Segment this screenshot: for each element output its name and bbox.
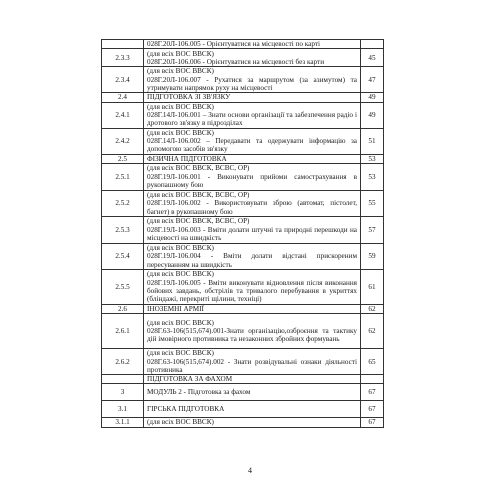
section-title [144, 418, 361, 427]
section-title-line: (для всіх ВОС ВВСК, ВСВС, ОР) [147, 217, 250, 226]
section-title [144, 384, 361, 401]
page-reference: 62 [361, 304, 384, 313]
page-reference: 53 [361, 163, 384, 190]
section-title-line: ІНОЗЕМНІ АРМІЇ [147, 304, 204, 313]
table-row [102, 304, 384, 313]
section-number: 2.5.2 [102, 190, 144, 216]
contents-table [101, 39, 384, 428]
section-title [144, 49, 361, 67]
table-row [102, 418, 384, 427]
section-title-line: 028Г.14Л-106.001 – Знати основи організації та забезпечення радіо і дротового зв'язку в підрозділах [147, 110, 357, 128]
section-title-line: (для всіх ВОС ВВСК) [147, 270, 214, 279]
table-row [102, 40, 384, 49]
section-title [144, 163, 361, 190]
section-title-line: (для всіх ВОС ВВСК) [147, 418, 214, 427]
page-reference: 61 [361, 269, 384, 304]
table-row [102, 216, 384, 243]
section-number: 2.4.1 [102, 102, 144, 128]
section-title-line: (для всіх ВОС ВВСК) [147, 128, 214, 137]
section-number: 2.5.3 [102, 216, 144, 243]
page-reference: 65 [361, 349, 384, 375]
page-number: 4 [248, 466, 252, 475]
section-title-line: 028Г.19Л-106.004 - Вміти долати відстані прискореним пересуванням на швидкість [147, 252, 357, 269]
section-title [144, 154, 361, 163]
page-reference [361, 40, 384, 49]
section-title [144, 269, 361, 304]
table-row [102, 154, 384, 163]
section-title-line: (для всіх ВОС ВВСК, ВСВС, ОР) [147, 190, 250, 199]
table-row [102, 384, 384, 401]
section-title [144, 216, 361, 243]
section-title-line: 028Г.19Л-106.001 - Виконувати прийоми самострахування в рукопашному бою [147, 172, 357, 190]
section-number [102, 375, 144, 384]
section-title [144, 314, 361, 349]
table-row [102, 190, 384, 216]
page-reference: 53 [361, 154, 384, 163]
section-number [102, 40, 144, 49]
section-title [144, 67, 361, 93]
section-title-line: (для всіх ВОС ВВСК) [147, 102, 214, 111]
section-number: 2.4 [102, 93, 144, 102]
section-title-line: (для всіх ВОС ВВСК) [147, 318, 214, 327]
section-number: 3.1.1 [102, 418, 144, 427]
section-number: 3.1 [102, 401, 144, 418]
table-row [102, 375, 384, 384]
section-title [144, 190, 361, 216]
table-row [102, 67, 384, 93]
section-title-line: 028Г.20Л-106.006 - Орієнтуватися на місцевості без карти [147, 57, 325, 66]
section-title [144, 349, 361, 375]
page-reference [361, 375, 384, 384]
page-reference: 59 [361, 243, 384, 269]
section-title-line: (для всіх ВОС ВВСК) [147, 349, 214, 358]
section-title-line: ПІДГОТОВКА ЗА ФАХОМ [147, 375, 233, 384]
page-reference: 67 [361, 384, 384, 401]
page-reference: 62 [361, 314, 384, 349]
section-title [144, 93, 361, 102]
page-reference: 57 [361, 216, 384, 243]
table-row [102, 128, 384, 154]
section-title [144, 401, 361, 418]
section-title-line: МОДУЛЬ 2 - Підготовка за фахом [147, 388, 251, 397]
section-number: 2.5.1 [102, 163, 144, 190]
page-reference: 55 [361, 190, 384, 216]
section-title-line: (для всіх ВОС ВВСК) [147, 243, 214, 252]
table-row [102, 349, 384, 375]
page-reference: 47 [361, 67, 384, 93]
section-title-line: 028Г.19Л-106.002 - Використовувати зброю (автомат, пістолет, багнет) в рукопашному бою [147, 199, 357, 216]
section-number: 2.5.5 [102, 269, 144, 304]
table-row [102, 243, 384, 269]
table-row [102, 269, 384, 304]
contents-table-body [102, 40, 384, 428]
table-row [102, 49, 384, 67]
section-title-line: ГІРСЬКА ПІДГОТОВКА [147, 405, 225, 414]
section-title-line: 028Г.20Л-106.007 - Рухатися за маршрутом (за азимутом) та утримувати напрямок руху на місцевості [147, 75, 357, 92]
section-number: 2.5 [102, 154, 144, 163]
table-row [102, 314, 384, 349]
page-reference: 49 [361, 93, 384, 102]
section-title-line: 028Г.63-106(515,674).002 - Знати розвідувальні ознаки діяльності противника [147, 357, 357, 374]
section-title [144, 243, 361, 269]
section-title-line: 028Г.63-106(515,674).001-Знати організацію,озброєння та тактику дій імовірного противника та незаконних збройних формувань [147, 327, 357, 344]
table-row [102, 401, 384, 418]
table-row [102, 163, 384, 190]
section-number: 2.6.2 [102, 349, 144, 375]
section-number: 2.6 [102, 304, 144, 313]
section-title [144, 375, 361, 384]
section-title-line: 028Г.14Л-106.002 – Передавати та одержувати інформацію за допомогою засобів зв'язку [147, 136, 357, 154]
section-title [144, 102, 361, 128]
table-row [102, 93, 384, 102]
section-number: 3 [102, 384, 144, 401]
section-title-line: (для всіх ВОС ВВСК) [147, 67, 214, 76]
section-title-line: 028Г.20Л-106.005 - Орієнтуватися на місцевості по карті [147, 40, 320, 48]
section-number: 2.6.1 [102, 314, 144, 349]
section-title-line: 028Г.19Л-106.003 - Вміти долати штучні та природні перешкоди на місцевості на швидкість [147, 225, 357, 243]
section-title-line: (для всіх ВОС ВВСК, ВСВС, ОР) [147, 164, 250, 173]
section-title [144, 304, 361, 313]
section-title-line: ФІЗИЧНА ПІДГОТОВКА [147, 154, 227, 163]
section-number: 2.4.2 [102, 128, 144, 154]
section-title-line: 028Г.19Л-106.005 - Вміти виконувати відновлення після виконання бойових завдань, обстрілів та тривалого перебування в укриттях (бліндажі, перекриті щілини, техніці) [147, 278, 357, 304]
section-title-line: (для всіх ВОС ВВСК) [147, 49, 214, 58]
table-row [102, 102, 384, 128]
section-title [144, 40, 361, 49]
page-reference: 51 [361, 128, 384, 154]
page-reference: 45 [361, 49, 384, 67]
section-number: 2.5.4 [102, 243, 144, 269]
section-title-line: ПІДГОТОВКА ЗІ ЗВ'ЯЗКУ [147, 93, 231, 102]
page-reference: 67 [361, 418, 384, 427]
section-number: 2.3.3 [102, 49, 144, 67]
page-reference: 67 [361, 401, 384, 418]
section-title [144, 128, 361, 154]
page-reference: 49 [361, 102, 384, 128]
section-number: 2.3.4 [102, 67, 144, 93]
